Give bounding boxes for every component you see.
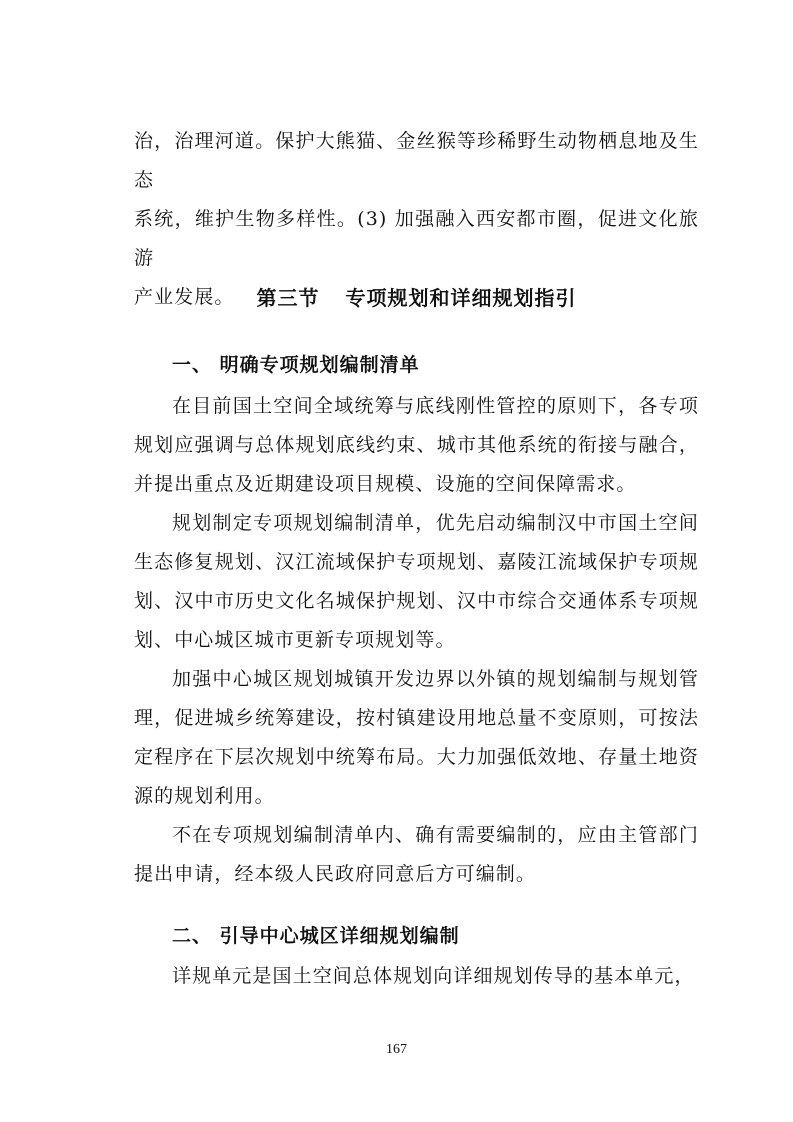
intro-line: 产业发展。 — [134, 286, 235, 308]
section-label: 第三节 — [256, 286, 320, 310]
section-title-text: 专项规划和详细规划指引 — [345, 286, 577, 310]
paragraphs-1 — [134, 387, 699, 894]
page-number: 167 — [386, 1042, 407, 1057]
paragraph: 规划制定专项规划编制清单，优先启动编制汉中市国土空间生态修复规划、汉江流域保护专项规划、嘉陵江流域保护专项规划、汉中市历史文化名城保护规划、汉中市综合交通体系专项规划、中心城区城市更新专项规划等。 — [134, 512, 699, 651]
paragraph: 在目前国土空间全域统筹与底线刚性管控的原则下，各专项规划应强调与总体规划底线约束、城市其他系统的衔接与融合，并提出重点及近期建设项目规模、设施的空间保障需求。 — [134, 395, 699, 495]
intro-line: 系统，维护生物多样性。(3) 加强融入西安都市圈，促进文化旅游 — [134, 208, 699, 269]
paragraph: 详规单元是国土空间总体规划向详细规划传导的基本单元， — [172, 965, 695, 987]
paragraphs-2 — [134, 957, 699, 996]
heading-2: 二、 引导中心城区详细规划编制 — [172, 925, 460, 947]
intro-line: 治，治理河道。保护大熊猫、金丝猴等珍稀野生动物栖息地及生态 — [134, 130, 699, 191]
paragraph: 加强中心城区规划城镇开发边界以外镇的规划编制与规划管理，促进城乡统筹建设，按村镇建设用地总量不变原则，可按法定程序在下层次规划中统筹布局。大力加强低效地、存量土地资源的规划利用。 — [134, 668, 699, 807]
section-title — [134, 282, 699, 311]
heading-1: 一、 明确专项规划编制清单 — [172, 354, 420, 376]
paragraph: 不在专项规划编制清单内、确有需要编制的，应由主管部门提出申请，经本级人民政府同意后方可编制。 — [134, 824, 699, 885]
